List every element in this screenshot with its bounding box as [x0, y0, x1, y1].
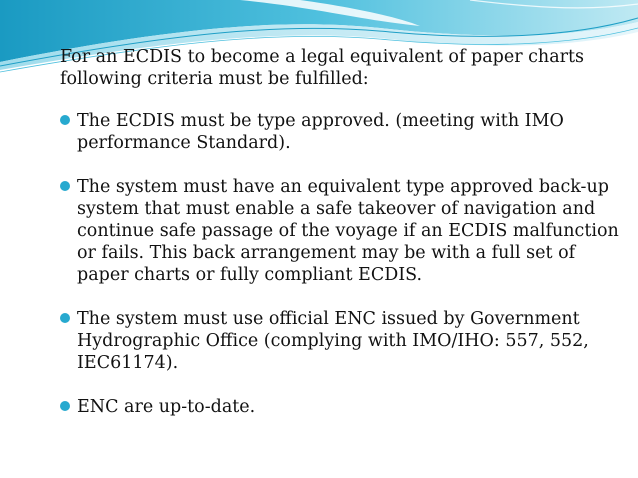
bullet-dot-icon [60, 115, 70, 125]
bullet-dot-icon [60, 181, 70, 191]
list-item [60, 110, 620, 154]
slide-body [60, 46, 620, 440]
list-item [60, 176, 620, 286]
list-item [60, 308, 620, 374]
list-item [60, 396, 620, 418]
list-item-text: The system must have an equivalent type approved back-up system that must enable a safe takeover of navigation and continue safe passage of the voyage if an ECDIS malfunction or fails. This back arrangement may be with a full set of paper charts or fully compliant ECDIS. [77, 177, 619, 285]
bullet-dot-icon [60, 401, 70, 411]
criteria-list [60, 110, 620, 418]
list-item-text: The system must use official ENC issued by Government Hydrographic Office (complying with IMO/IHO: 557, 552, IEC61174). [77, 309, 589, 373]
list-item-text: ENC are up-to-date. [77, 397, 256, 417]
list-item-text: The ECDIS must be type approved. (meeting with IMO performance Standard). [77, 111, 564, 153]
intro-text: For an ECDIS to become a legal equivalent of paper charts following criteria must be fulfilled: [60, 47, 585, 89]
bullet-dot-icon [60, 313, 70, 323]
